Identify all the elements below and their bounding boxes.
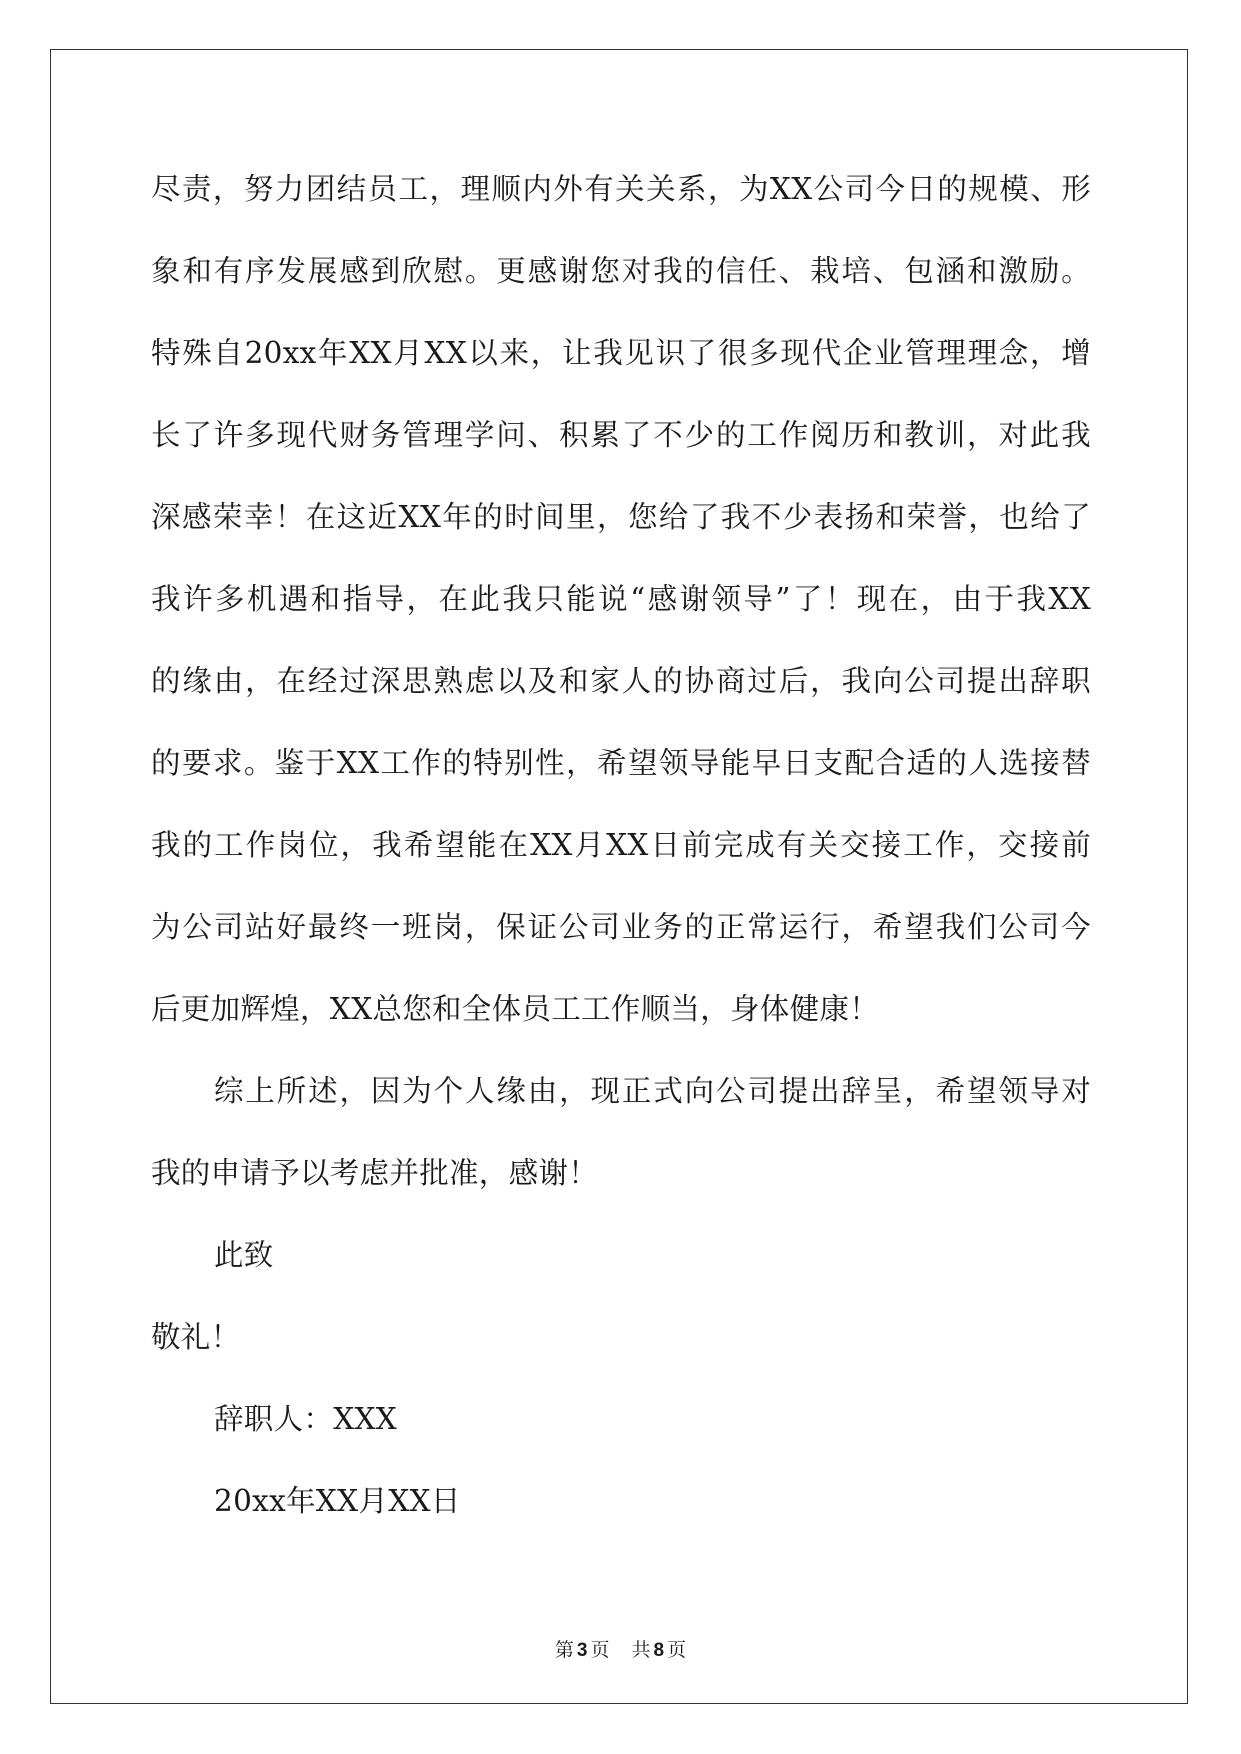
paragraph-line: 我的申请予以考虑并批准，感谢！: [151, 1156, 599, 1190]
page-number: 3: [576, 1640, 588, 1661]
paragraph-line: 象和有序发展感到欣慰。更感谢您对我的信任、栽培、包涵和激励。: [151, 254, 1091, 288]
paragraph-line: 的要求。鉴于XX工作的特别性，希望领导能早日支配合适的人选接替: [151, 746, 1091, 780]
paragraph-line: 综上所述，因为个人缘由，现正式向公司提出辞呈，希望领导对: [214, 1074, 1091, 1108]
paragraph-line: 的缘由，在经过深思熟虑以及和家人的协商过后，我向公司提出辞职: [151, 664, 1091, 698]
paragraph-line: 后更加辉煌，XX总您和全体员工工作顺当，身体健康！: [151, 992, 880, 1026]
paragraph-line: 长了许多现代财务管理学问、积累了不少的工作阅历和教训，对此我: [151, 418, 1091, 452]
salutation: 敬礼！: [151, 1320, 241, 1354]
total-prefix: 共: [631, 1639, 651, 1661]
paragraph-line: 特殊自20xx年XX月XX以来，让我见识了很多现代企业管理理念，增: [151, 336, 1091, 370]
page-footer: [0, 1638, 1241, 1663]
letter-date: 20xx年XX月XX日: [214, 1484, 461, 1518]
letter-body: [151, 158, 1091, 1552]
total-suffix: 页: [667, 1639, 687, 1661]
paragraph-line: 尽责，努力团结员工，理顺内外有关关系，为XX公司今日的规模、形: [151, 172, 1091, 206]
closing-phrase: 此致: [214, 1238, 274, 1272]
page-prefix: 第: [554, 1639, 574, 1661]
paragraph-line: 我许多机遇和指导，在此我只能说“感谢领导”了！现在，由于我XX: [151, 582, 1091, 616]
page-suffix: 页: [590, 1639, 610, 1661]
paragraph-line: 我的工作岗位，我希望能在XX月XX日前完成有关交接工作，交接前: [151, 828, 1091, 862]
signature: 辞职人：XXX: [214, 1402, 398, 1436]
paragraph-line: 为公司站好最终一班岗，保证公司业务的正常运行，希望我们公司今: [151, 910, 1091, 944]
total-pages: 8: [653, 1640, 665, 1661]
paragraph-line: 深感荣幸！在这近XX年的时间里，您给了我不少表扬和荣誉，也给了: [151, 500, 1091, 534]
